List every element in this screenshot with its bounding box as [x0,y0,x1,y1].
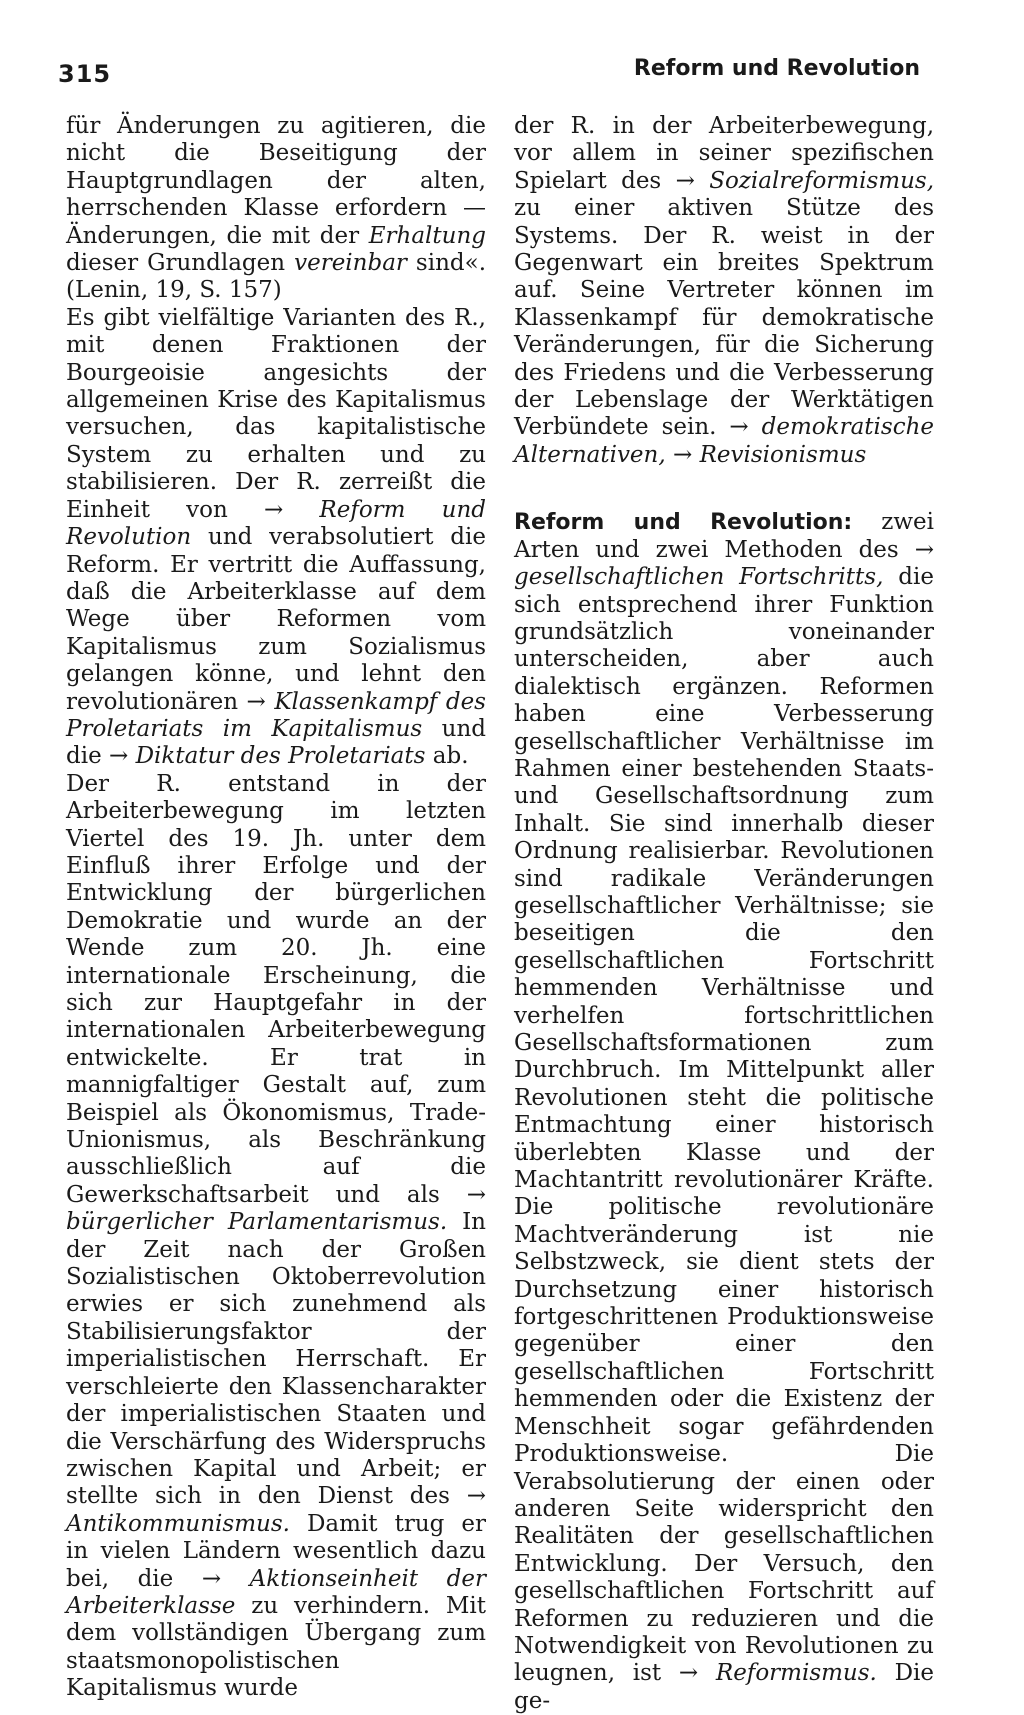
cross-reference-text: gesellschaftlichen Fortschritts, [514,564,884,591]
cross-reference-text: vereinbar [294,250,407,277]
entry-headword: Reform und Revolution: [514,510,853,536]
right-column [514,113,934,1715]
entry-separator [514,469,934,509]
cross-reference-text: Klassenkampf des Proletariats im Kapitalismus [66,688,486,742]
cross-reference-text: Revisionismus [699,441,867,468]
entry-body [514,509,934,1713]
body-text: zu verhindern. Mit dem vollständigen Übergang zum staatsmonopolistischen Kapitalismus wurde [66,1592,486,1702]
paragraph [66,305,486,771]
cross-reference-text: Diktatur des Proletariats [135,743,426,770]
body-text: die sich entsprechend ihrer Funktion grundsätzlich voneinander unterscheiden, aber auch dialektisch ergänzen. Reformen haben eine Verbesserung gesellschaftlicher Verhältnisse im Rahmen einer bestehenden Staats- und Gesellschaftsordnung zum Inhalt. Sie sind innerhalb dieser Ordnung realisierbar. Revolutionen sind radikale Veränderungen gesellschaftlicher Verhältnisse; sie beseitigen die den gesellschaftlichen Fortschritt hemmenden Verhältnisse und verhelfen fortschrittlichen Gesellschaftsformationen zum Durchbruch. Im Mittelpunkt aller Revolutionen steht die politische Entmachtung einer historisch überlebten Klasse und der Machtantritt revolutionärer Kräfte. Die politische revolutionäre Machtveränderung ist nie Selbstzweck, sie dient stets der Durchsetzung einer historisch fortgeschrittenen Produktionsweise gegenüber einer den gesellschaftlichen Fortschritt hemmenden oder die Existenz der Menschheit sogar gefährdenden Produktionsweise. Die Verabsolutierung der einen oder anderen Seite widerspricht den Realitäten der gesellschaftlichen Entwicklung. Der Versuch, den gesellschaftlichen Fortschritt auf Reformen zu reduzieren und die Notwendigkeit von Revolutionen zu leugnen, ist → [514,564,934,1687]
cross-reference-text: demokratische Alternativen, [514,414,934,468]
page-number: 315 [58,60,112,88]
paragraph [66,113,486,305]
body-text: für Änderungen zu agitieren, die nicht die Beseitigung der Hauptgrundlagen der alten, herrschenden Klasse erfordern — Änderungen, die mit der [66,113,486,249]
cross-reference-text: Reformismus. [715,1660,877,1687]
cross-reference-text: Reform und Revolution [66,496,486,551]
body-text: ab. [425,743,469,770]
running-head: Reform und Revolution [633,56,920,81]
cross-reference-text: Sozialreformismus, [709,167,934,194]
body-text: sind«. (Lenin, 19, S. 157) [66,250,487,304]
paragraph [66,771,486,1703]
body-text: In der Zeit nach der Großen Sozialistischen Oktoberrevolution erwies er sich zunehmend als Stabilisierungsfaktor der imperialistischen Herrschaft. Er verschleierte den Klassencharakter der imperialistischen Staaten und die Verschärfung des Widerspruchs zwischen Kapital und Arbeit; er stellte sich in den Dienst des → [66,1209,486,1510]
body-text: und verabsolutiert die Reform. Er vertritt die Auffassung, daß die Arbeiterklasse auf dem Wege über Reformen vom Kapitalismus zum Sozialismus gelangen könne, und lehnt den revolutionären → [66,524,486,715]
cross-reference-text: Erhaltung [368,222,486,249]
body-text: → [665,441,700,468]
body-text: zwei Arten und zwei Methoden des → [514,509,934,563]
body-text: Es gibt vielfältige Varianten des R., mit denen Fraktionen der Bourgeoisie angesichts der allgemeinen Krise des Kapitalismus versuchen, das kapitalistische System zu erhalten und zu stabilisieren. Der R. zerreißt die Einheit von → [66,304,486,523]
paragraph [514,113,934,469]
body-text: zu einer aktiven Stütze des Systems. Der R. weist in der Gegenwart ein breites Spektrum auf. Seine Vertreter können im Klassenkampf für demokratische Veränderungen, für die Sicherung des Friedens und die Verbesserung der Lebenslage der Werktätigen Verbündete sein. → [514,195,934,441]
body-text: der R. in der Arbeiterbewegung, vor allem in seiner spezifischen Spielart des → [514,113,934,194]
paragraph [514,509,934,1715]
cross-reference-text: bürgerlicher Parlamentarismus. [66,1209,448,1236]
cross-reference-text: Antikommunismus. [66,1510,290,1537]
body-text: Der R. entstand in der Arbeiterbewegung im letzten Viertel des 19. Jh. unter dem Einfluß ihrer Erfolge und der Entwicklung der bürgerlichen Demokratie und wurde an der Wende zum 20. Jh. eine internationale Erscheinung, die sich zur Hauptgefahr in der internationalen Arbeiterbewegung entwickelte. Er trat in mannigfaltiger Gestalt auf, zum Beispiel als Ökonomismus, Trade-Unionismus, als Beschränkung ausschließlich auf die Gewerkschaftsarbeit und als → [66,770,486,1208]
body-text: Damit trug er in vielen Ländern wesentlich dazu bei, die → [66,1510,486,1592]
cross-reference-text: Aktionseinheit der Arbeiterklasse [66,1565,486,1619]
body-text: Die ge- [514,1660,934,1714]
left-column [66,113,486,1703]
body-text: und die → [66,715,486,770]
body-text: dieser Grundlagen [66,250,295,277]
